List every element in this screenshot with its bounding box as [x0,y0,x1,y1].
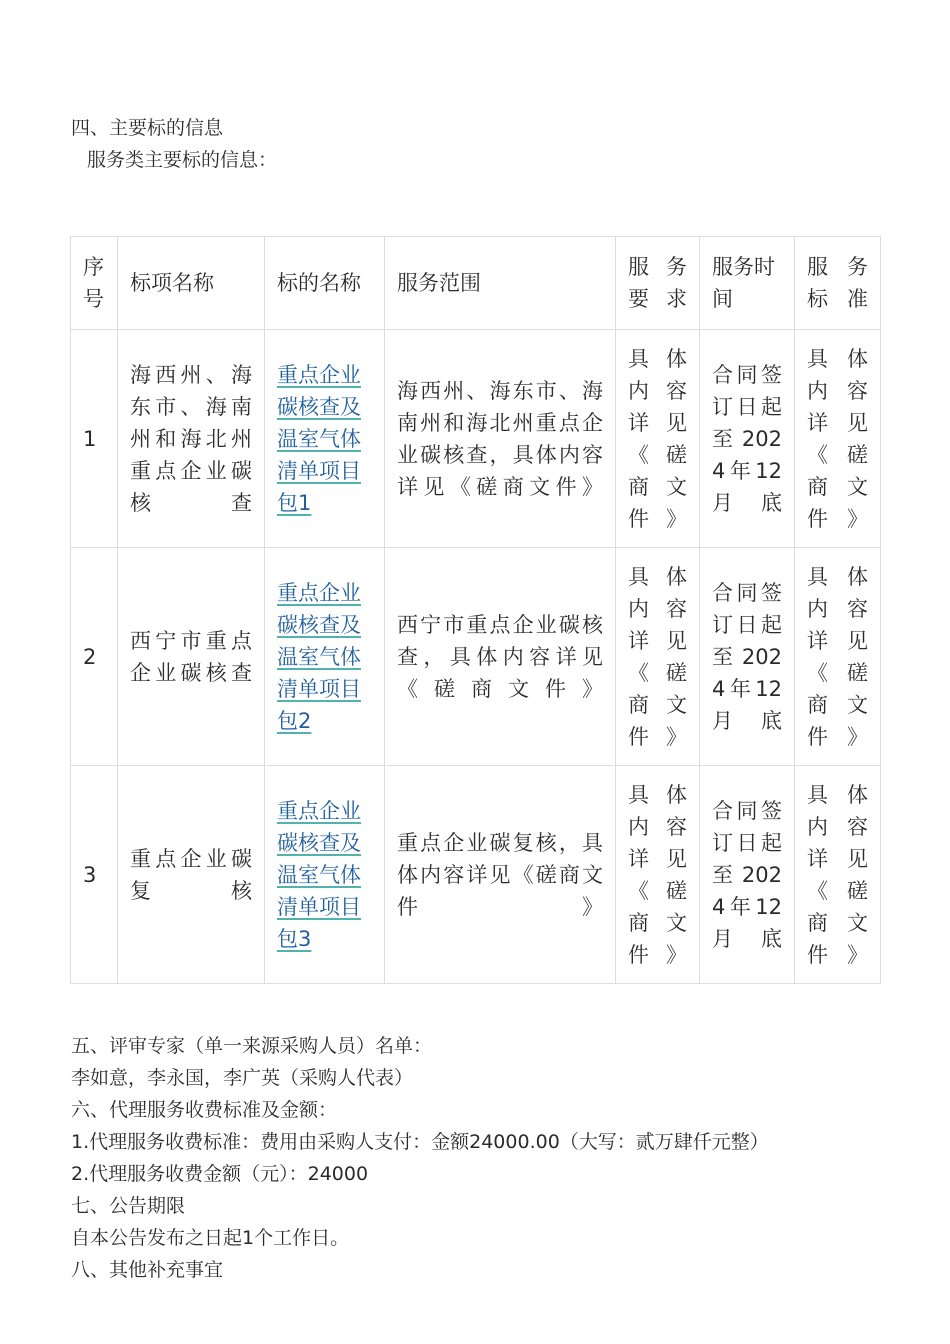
row-subject-name [265,548,385,766]
row-requirement: 具体内容详见《磋商文件》 [616,766,700,984]
row-time: 合同签订日起至2024年12月底 [700,766,795,984]
row-scope: 重点企业碳复核，具体内容详见《磋商文件》 [385,766,616,984]
row-item-name: 西宁市重点企业碳核查 [118,548,265,766]
section7-title: 七、公告期限 [71,1195,186,1217]
subject-link-part-a: 重点企业碳核查及 [277,580,361,637]
subject-link-part-a: 重点企业碳核查及 [277,362,361,419]
section6-line2: 2.代理服务收费金额（元）：24000 [71,1163,369,1185]
table-row [71,330,881,548]
subject-link-part-b: 温室气体 [277,644,361,669]
row-standard: 具体内容详见《磋商文件》 [795,766,881,984]
row-time: 合同签订日起至2024年12月底 [700,548,795,766]
section5-title: 五、评审专家（单一来源采购人员）名单： [71,1035,433,1057]
row-item-name: 重点企业碳复核 [118,766,265,984]
row-time: 合同签订日起至2024年12月底 [700,330,795,548]
subject-link[interactable] [277,581,361,669]
row-scope: 西宁市重点企业碳核查，具体内容详见《磋商文件》 [385,548,616,766]
section8-title: 八、其他补充事宜 [71,1259,224,1281]
row-item-name: 海西州、海东市、海南州和海北州重点企业碳核查 [118,330,265,548]
subject-link[interactable] [277,363,361,451]
row-no: 2 [71,548,118,766]
subject-link-part-c[interactable]: 清单项目包2 [277,676,361,733]
table-row [71,548,881,766]
header-requirement: 服务要求 [616,237,700,330]
header-scope: 服务范围 [385,237,616,330]
subject-link-part-c[interactable]: 清单项目包1 [277,458,361,515]
subject-info-table [70,236,881,984]
section6-line1: 1.代理服务收费标准：费用由采购人支付：金额24000.00（大写：贰万肆仟元整） [71,1131,769,1153]
row-subject-name [265,766,385,984]
header-standard: 服务标准 [795,237,881,330]
row-no: 3 [71,766,118,984]
section6-title: 六、代理服务收费标准及金额： [71,1099,338,1121]
row-requirement: 具体内容详见《磋商文件》 [616,330,700,548]
row-standard: 具体内容详见《磋商文件》 [795,330,881,548]
subject-link-part-b: 温室气体 [277,862,361,887]
table-row [71,766,881,984]
row-scope: 海西州、海东市、海南州和海北州重点企业碳核查，具体内容详见《磋商文件》 [385,330,616,548]
subject-link-part-b: 温室气体 [277,426,361,451]
header-time: 服务时间 [700,237,795,330]
section7-text: 自本公告发布之日起1个工作日。 [71,1227,350,1249]
row-standard: 具体内容详见《磋商文件》 [795,548,881,766]
section5-names: 李如意，李永国，李广英（采购人代表） [71,1067,414,1089]
header-item-name: 标项名称 [118,237,265,330]
row-subject-name [265,330,385,548]
header-subject-name: 标的名称 [265,237,385,330]
table-header-row [71,237,881,330]
header-no: 序号 [71,237,118,330]
subject-link-part-c[interactable]: 清单项目包3 [277,894,361,951]
row-no: 1 [71,330,118,548]
row-requirement: 具体内容详见《磋商文件》 [616,548,700,766]
section4-subtitle: 服务类主要标的信息： [87,149,278,171]
section4-title: 四、主要标的信息 [71,117,224,139]
subject-link-part-a: 重点企业碳核查及 [277,798,361,855]
subject-link[interactable] [277,799,361,887]
